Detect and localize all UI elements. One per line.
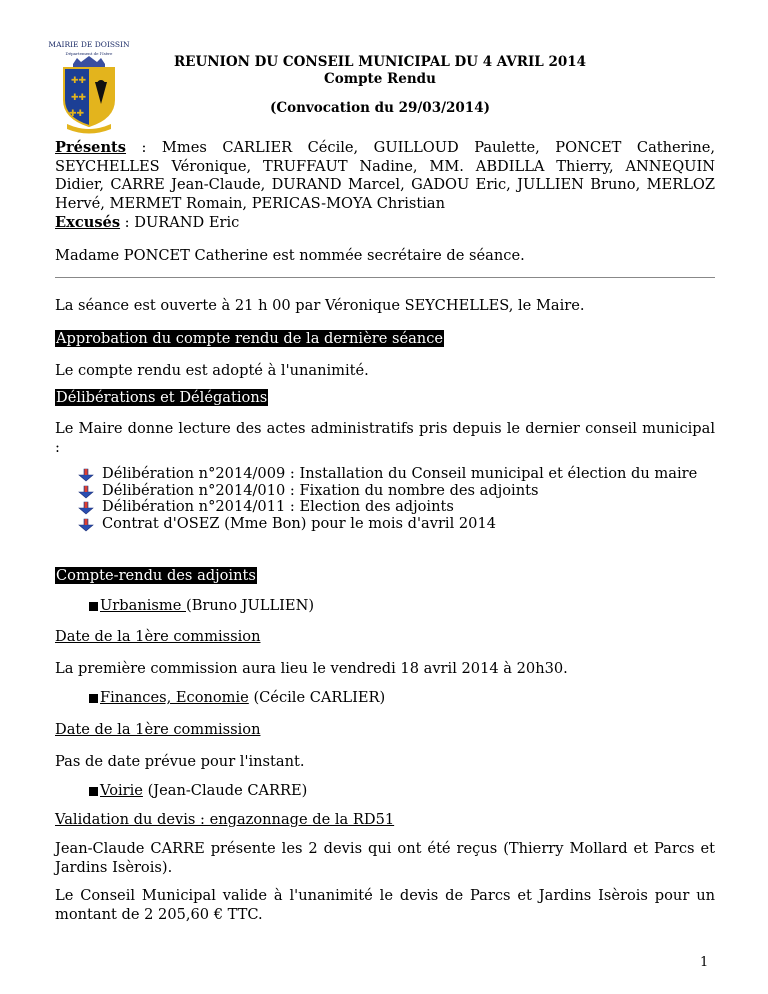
- arrow-bullet-icon: [78, 518, 94, 532]
- voirie-text-2: Le Conseil Municipal valide à l'unanimité le devis de Parcs et Jardins Isèrois pour un montant de 2 205,60 € TTC.: [55, 887, 715, 923]
- voirie-subheading-row: [55, 811, 715, 830]
- arrow-bullet-icon: [78, 485, 94, 499]
- finances-subheading-row: [55, 721, 715, 740]
- finances-person: (Cécile CARLIER): [248, 689, 386, 706]
- document-title: REUNION DU CONSEIL MUNICIPAL DU 4 AVRIL 2014: [173, 54, 587, 70]
- approbation-text: Le compte rendu est adopté à l'unanimité.: [55, 362, 369, 379]
- urbanisme-title: Urbanisme: [100, 597, 186, 614]
- arrow-bullet-icon: [78, 501, 94, 515]
- list-item: [78, 466, 718, 483]
- list-item-text: Délibération n°2014/009 : Installation du Conseil municipal et élection du maire: [102, 465, 698, 482]
- divider: [55, 277, 715, 278]
- deliberations-intro: Le Maire donne lecture des actes administratifs pris depuis le dernier conseil municipal :: [55, 420, 715, 456]
- section-heading-adjoints: Compte-rendu des adjoints: [56, 567, 256, 584]
- attendees-label: Présents: [55, 139, 127, 156]
- document-subtitle: Compte Rendu: [324, 71, 436, 87]
- square-bullet-icon: [89, 602, 98, 611]
- list-item: [78, 483, 718, 500]
- attendees-list: : Mmes CARLIER Cécile, GUILLOUD Paulette, PONCET Catherine, SEYCHELLES Véronique, TRUFFAUT Nadine, MM. ABDILLA Thierry, ANNEQUIN Didier, CARRE Jean-Claude, DURAND Marcel, GADOU Eric, JULLIEN Bruno, MERLOZ Hervé, MERMET Romain, PERICAS-MOYA Christian: [55, 139, 715, 212]
- section-approbation: [55, 330, 715, 349]
- section-heading-deliberations: Délibérations et Délégations: [56, 389, 268, 406]
- urbanisme-subheading-row: [55, 628, 715, 647]
- logo-title: MAIRIE DE DOISSIN: [48, 40, 130, 49]
- attendees-paragraph: [55, 139, 715, 213]
- list-item-text: Délibération n°2014/011 : Election des adjoints: [102, 498, 454, 515]
- voirie-person: (Jean-Claude CARRE): [142, 782, 308, 799]
- voirie-title: Voirie: [100, 782, 143, 799]
- finances-title: Finances, Economie: [100, 689, 249, 706]
- list-item-text: Délibération n°2014/010 : Fixation du nombre des adjoints: [102, 481, 539, 499]
- square-bullet-icon: [89, 694, 98, 703]
- finances-text: Pas de date prévue pour l'instant.: [55, 753, 305, 770]
- voirie-item: [100, 782, 700, 799]
- square-bullet-icon: [89, 787, 98, 796]
- voirie-text-1: Jean-Claude CARRE présente les 2 devis qui ont été reçus (Thierry Mollard et Parcs et Jardins Isèrois).: [55, 840, 715, 876]
- municipal-logo: [47, 38, 131, 134]
- urbanisme-item: [100, 597, 700, 614]
- svg-text:✚✚: ✚✚: [69, 109, 85, 119]
- section-heading-approbation: Approbation du compte rendu de la dernière séance: [56, 330, 444, 347]
- secretary-note: Madame PONCET Catherine est nommée secrétaire de séance.: [55, 247, 525, 264]
- excused-paragraph: [55, 214, 715, 233]
- excused-label: Excusés: [55, 214, 121, 231]
- deliberations-list: [78, 466, 718, 532]
- svg-text:✚✚: ✚✚: [71, 93, 87, 103]
- excused-list: : DURAND Eric: [120, 214, 240, 231]
- svg-text:✚✚: ✚✚: [71, 76, 87, 86]
- section-adjoints: [55, 567, 715, 586]
- list-item-text: Contrat d'OSEZ (Mme Bon) pour le mois d'avril 2014: [102, 514, 497, 532]
- finances-subheading: Date de la 1ère commission: [55, 721, 261, 738]
- opening-note: La séance est ouverte à 21 h 00 par Véronique SEYCHELLES, le Maire.: [55, 297, 585, 314]
- page-number: 1: [700, 955, 709, 970]
- list-item: [78, 499, 718, 516]
- voirie-subheading: Validation du devis : engazonnage de la RD51: [55, 811, 395, 828]
- urbanisme-text: La première commission aura lieu le vendredi 18 avril 2014 à 20h30.: [55, 660, 568, 677]
- urbanisme-subheading: Date de la 1ère commission: [55, 628, 261, 645]
- logo-subtitle: Département de l'Isère: [65, 51, 113, 56]
- section-deliberations: [55, 389, 715, 408]
- list-item: [78, 516, 718, 533]
- finances-item: [100, 689, 700, 706]
- urbanisme-person: (Bruno JULLIEN): [186, 597, 315, 614]
- arrow-bullet-icon: [78, 468, 94, 482]
- convocation-date: (Convocation du 29/03/2014): [269, 100, 490, 116]
